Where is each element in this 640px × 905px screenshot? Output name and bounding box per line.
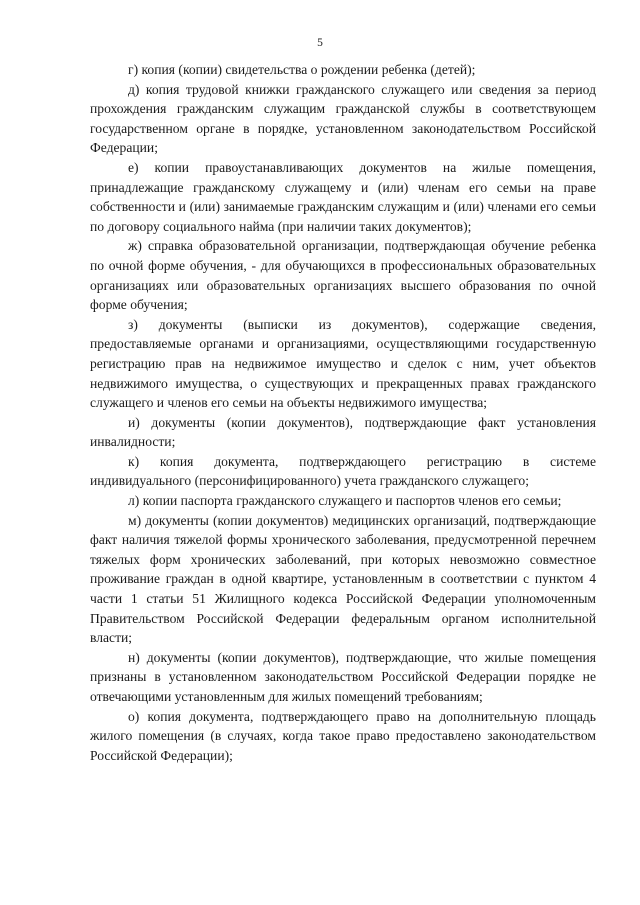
list-item-zh: ж) справка образовательной организации, подтверждающая обучение ребенка по очной форме обучения, - для обучающихся в профессиональных образовательных организациях или образовательных организациях высшего образования по очной форме обучения; [90, 238, 596, 313]
list-item-e: е) копии правоустанавливающих документов на жилые помещения, принадлежащие гражданскому служащему и (или) членам его семьи на праве собственности и (или) занимаемые гражданским служащим и (или) членами его семьи по договору социального найма (при наличии таких документов); [90, 159, 596, 234]
list-item-n: н) документы (копии документов), подтверждающие, что жилые помещения признаны в установленном законодательством Российской Федерации порядке не отвечающими установленным для жилых помещений требованиям; [90, 649, 596, 704]
list-item-l: л) копии паспорта гражданского служащего и паспортов членов его семьи; [128, 493, 562, 509]
list-item-g: г) копия (копии) свидетельства о рождении ребенка (детей); [128, 62, 476, 77]
list-item-d: д) копия трудовой книжки гражданского служащего или сведения за период прохождения гражданским служащим гражданской службы в соответствующем государственном органе в порядке, установленном законодательством Российской Федерации; [90, 81, 596, 156]
list-item-i: и) документы (копии документов), подтверждающие факт установления инвалидности; [90, 414, 596, 450]
list-item-k: к) копия документа, подтверждающего регистрацию в системе индивидуального (персонифицированного) учета гражданского служащего; [90, 453, 596, 489]
list-item-o: о) копия документа, подтверждающего право на дополнительную площадь жилого помещения (в случаях, когда такое право предоставлено законодательством Российской Федерации); [90, 708, 596, 763]
page-number: 5 [317, 37, 323, 49]
list-item-z: з) документы (выписки из документов), содержащие сведения, предоставляемые органами и организациями, осуществляющими государственную регистрацию прав на недвижимое имущество и сделок с ним, учет объектов недвижимого имущества, о существующих и прекращенных правах гражданского служащего и членов его семьи на объекты недвижимого имущества; [90, 316, 596, 411]
list-item-m: м) документы (копии документов) медицинских организаций, подтверждающие факт наличия тяжелой формы хронического заболевания, предусмотренной перечнем тяжелых форм хронических заболеваний, при которых невозможно совместное проживание граждан в одной квартире, установленным в соответствии с пунктом 4 части 1 статьи 51 Жилищного кодекса Российской Федерации уполномоченным Правительством Российской Федерации федеральным органом исполнительной власти; [90, 512, 596, 646]
document-body [90, 60, 596, 765]
